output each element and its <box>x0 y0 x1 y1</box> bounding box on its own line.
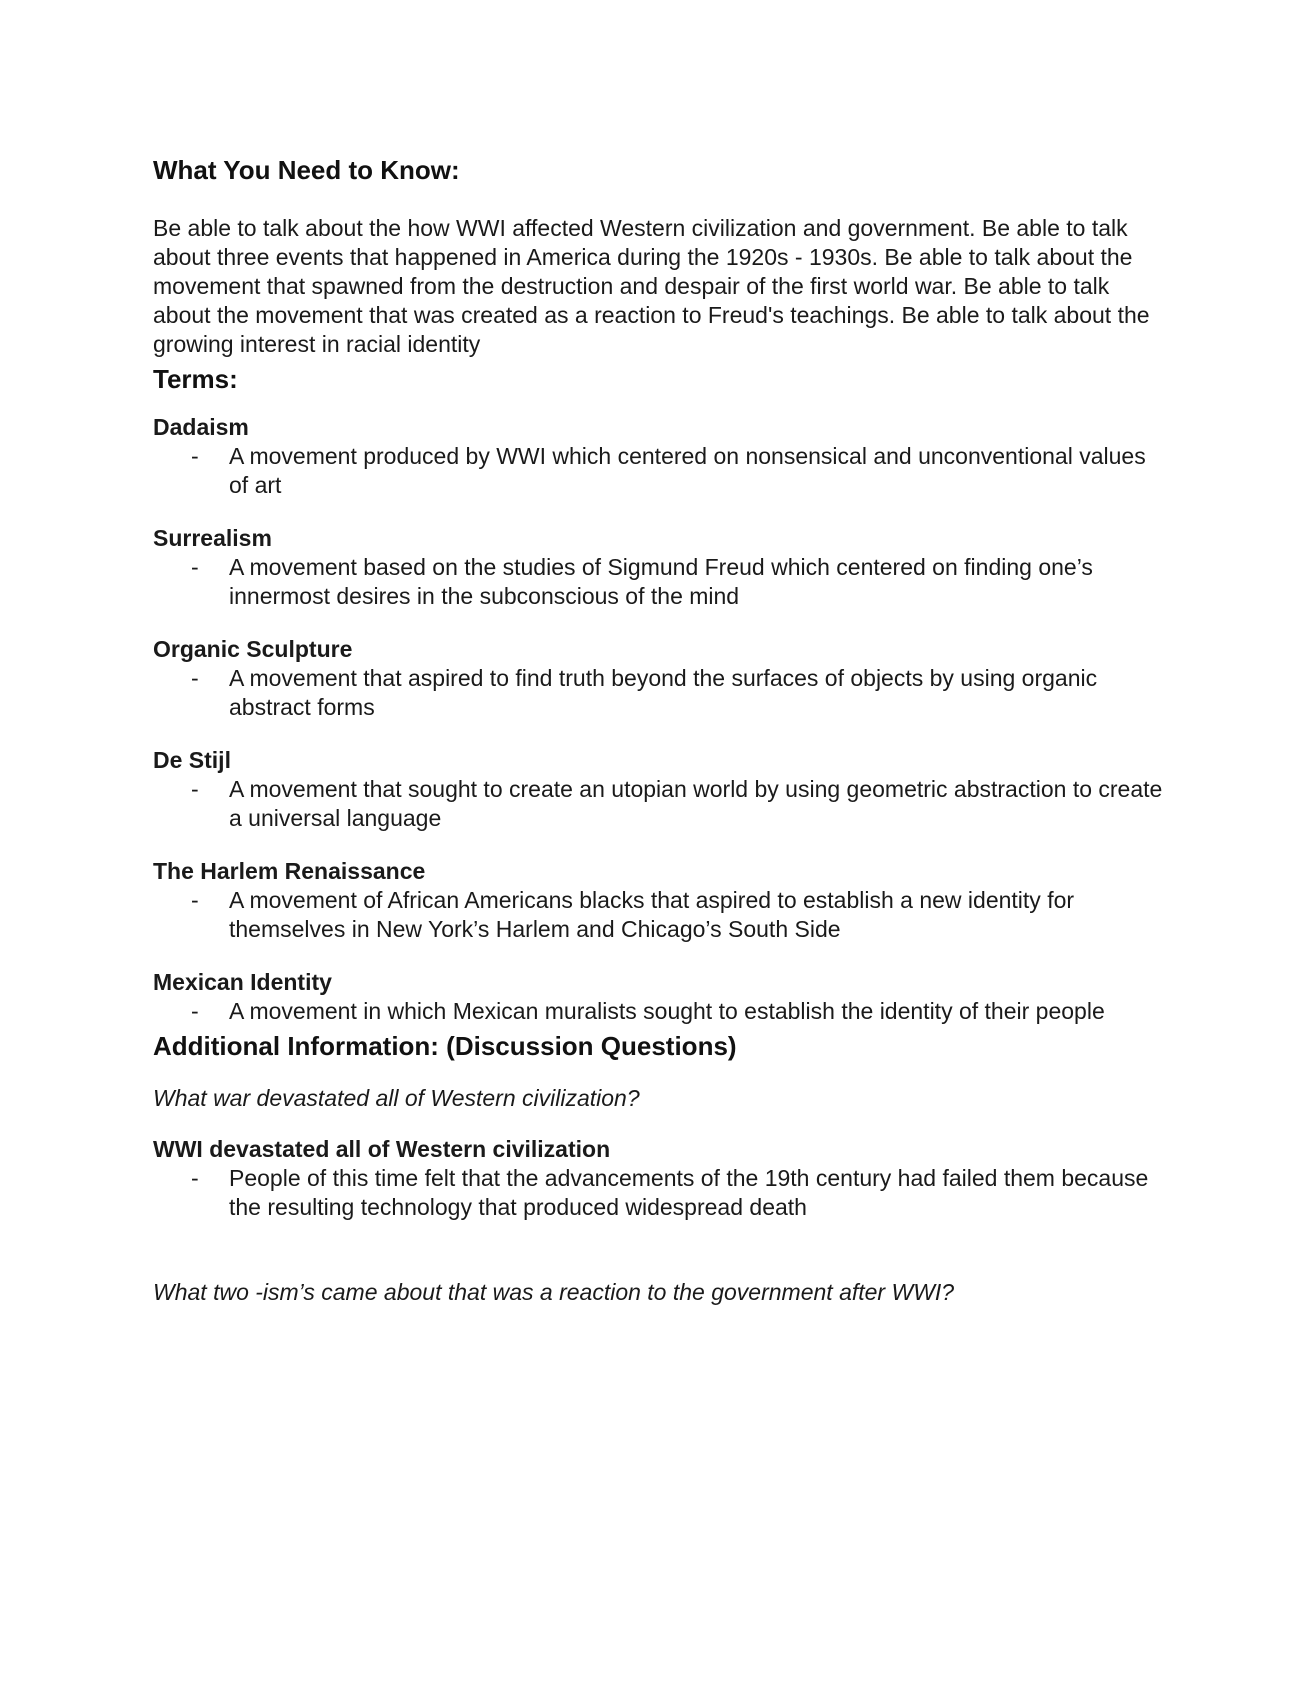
term-harlem-renaissance <box>153 857 1163 944</box>
bullet-dash: - <box>191 776 199 802</box>
answer-1 <box>153 1135 1163 1222</box>
term-surrealism <box>153 524 1163 611</box>
term-mexican-identity <box>153 968 1163 1026</box>
definition-text: A movement produced by WWI which centered on nonsensical and unconventional values of art <box>229 443 1146 498</box>
term-title: Organic Sculpture <box>153 636 353 662</box>
discussion-question-2: What two -ism’s came about that was a reaction to the government after WWI? <box>153 1279 955 1305</box>
bullet-dash: - <box>191 665 199 691</box>
term-dadaism <box>153 413 1163 500</box>
document-page <box>153 150 1163 1307</box>
bullet-dash: - <box>191 1165 199 1191</box>
term-title: De Stijl <box>153 747 231 773</box>
definition-text: A movement based on the studies of Sigmund Freud which centered on finding one’s innermost desires in the subconscious of the mind <box>229 554 1093 609</box>
term-organic-sculpture <box>153 635 1163 722</box>
definition-text: A movement that aspired to find truth beyond the surfaces of objects by using organic abstract forms <box>229 665 1098 720</box>
answer-text: People of this time felt that the advancements of the 19th century had failed them because the resulting technology that produced widespread death <box>229 1165 1149 1220</box>
term-definition <box>153 442 1163 500</box>
terms-heading: Terms: <box>153 364 238 394</box>
bullet-dash: - <box>191 998 199 1024</box>
term-title: The Harlem Renaissance <box>153 858 426 884</box>
answer-title: WWI devastated all of Western civilization <box>153 1136 611 1162</box>
discussion-question-1: What war devastated all of Western civilization? <box>153 1085 640 1111</box>
term-de-stijl <box>153 746 1163 833</box>
term-definition <box>153 664 1163 722</box>
know-heading: What You Need to Know: <box>153 155 460 185</box>
definition-text: A movement of African Americans blacks that aspired to establish a new identity for themselves in New York’s Harlem and Chicago’s South Side <box>229 887 1075 942</box>
term-title: Dadaism <box>153 414 249 440</box>
bullet-dash: - <box>191 554 199 580</box>
answer-detail <box>153 1164 1163 1222</box>
definition-text: A movement in which Mexican muralists sought to establish the identity of their people <box>229 998 1105 1024</box>
term-definition <box>153 886 1163 944</box>
term-definition <box>153 997 1163 1026</box>
know-body: Be able to talk about the how WWI affected Western civilization and government. Be able to talk about three events that happened in America during the 1920s - 1930s. Be able to talk about the movement that spawned from the destruction and despair of the first world war. Be able to talk about the movement that was created as a reaction to Freud's teachings. Be able to talk about the growing interest in racial identity <box>153 215 1150 357</box>
term-title: Mexican Identity <box>153 969 332 995</box>
definition-text: A movement that sought to create an utopian world by using geometric abstraction to create a universal language <box>229 776 1163 831</box>
terms-list <box>153 413 1163 1026</box>
term-definition <box>153 553 1163 611</box>
bullet-dash: - <box>191 887 199 913</box>
additional-heading: Additional Information: (Discussion Questions) <box>153 1031 737 1061</box>
term-title: Surrealism <box>153 525 272 551</box>
term-definition <box>153 775 1163 833</box>
bullet-dash: - <box>191 443 199 469</box>
